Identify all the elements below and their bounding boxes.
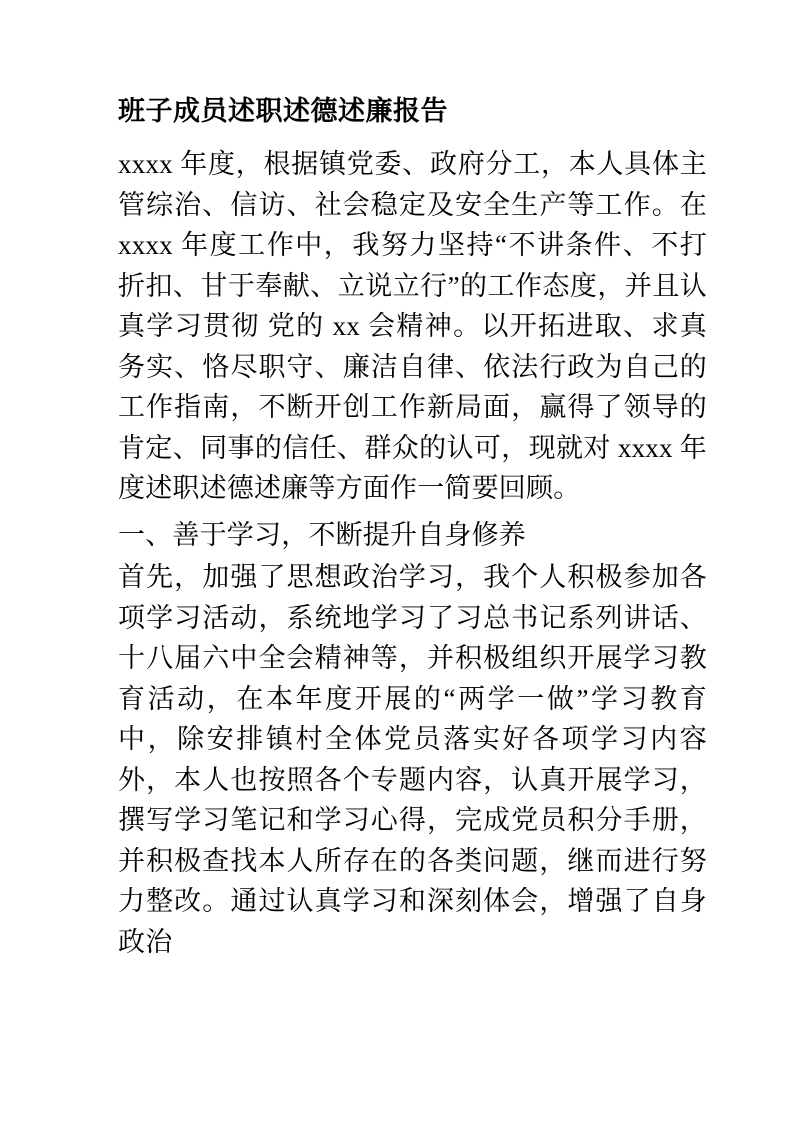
paragraph-intro: xxxx 年度，根据镇党委、政府分工，本人具体主管综治、信访、社会稳定及安全生产等工作。在 xxxx 年度工作中，我努力坚持“不讲条件、不打折扣、甘于奉献、立说立行”的工作态度，并且认真学习贯彻 党的 xx 会精神。以开拓进取、求真务实、恪尽职守、廉洁自律、依法行政为自己的工作指南，不断开创工作新局面，赢得了领导的肯定、同事的信任、群众的认可，现就对 xxxx 年度述职述德述廉等方面作一简要回顾。 (118, 149, 707, 504)
section-heading-one: 一、善于学习，不断提升自身修养 (118, 519, 526, 550)
page-title: 班子成员述职述德述廉报告 (118, 96, 448, 126)
paragraph-section-one-body: 首先，加强了思想政治学习，我个人积极参加各项学习活动，系统地学习了习总书记系列讲话、十八届六中全会精神等，并积极组织开展学习教育活动，在本年度开展的“两学一做”学习教育中，除安排镇村全体党员落实好各项学习内容外，本人也按照各个专题内容，认真开展学习，撰写学习笔记和学习心得，完成党员积分手册，并积极查找本人所存在的各类问题，继而进行努力整改。通过认真学习和深刻体会，增强了自身政治 (118, 562, 707, 957)
